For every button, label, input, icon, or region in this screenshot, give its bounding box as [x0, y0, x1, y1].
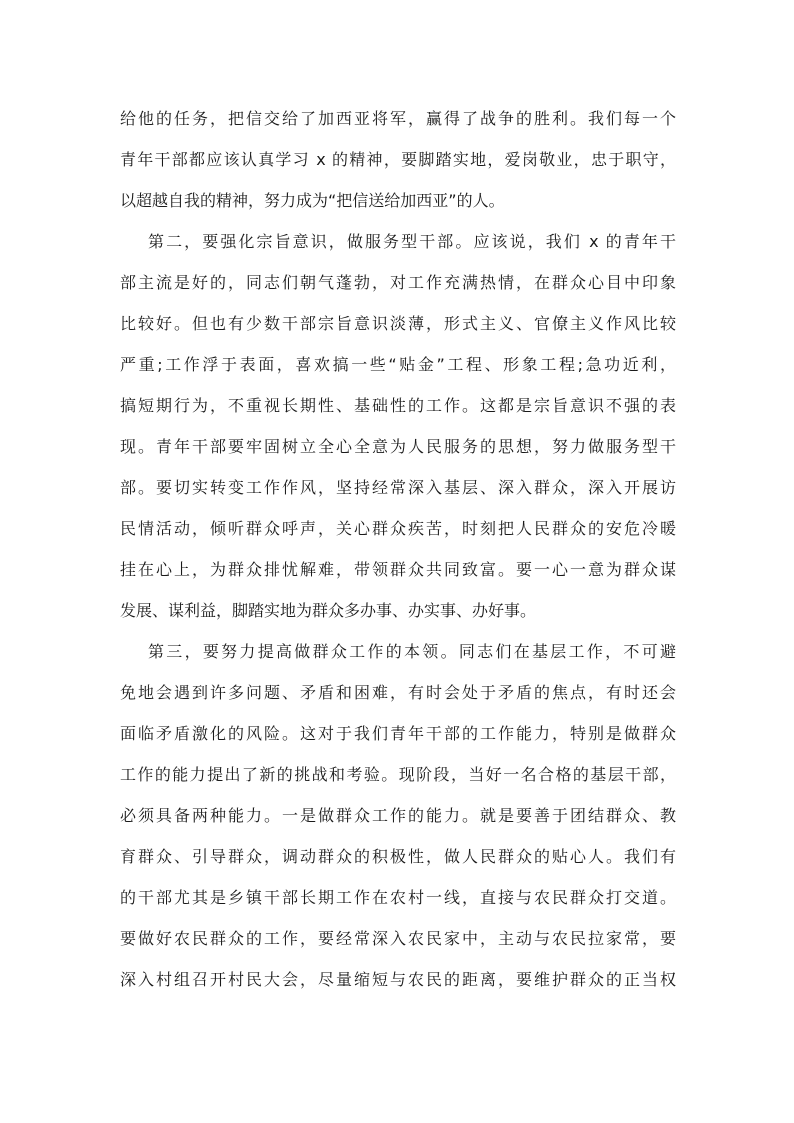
text-line: 面临矛盾激化的风险。这对于我们青年干部的工作能力，特别是做群众 [120, 724, 676, 743]
text-line: 给他的任务，把信交给了加西亚将军，赢得了战争的胜利。我们每一个 [120, 109, 676, 128]
text-line: 工作的能力提出了新的挑战和考验。现阶段，当好一名合格的基层干部， [120, 765, 676, 784]
text-line: 青年干部都应该认真学习 x 的精神，要脚踏实地，爱岗敬业，忠于职守， [120, 150, 676, 169]
paragraph-first-line: 第二，要强化宗旨意识，做服务型干部。应该说，我们 x 的青年干 [148, 232, 676, 251]
text-line: 比较好。但也有少数干部宗旨意识淡薄，形式主义、官僚主义作风比较 [120, 314, 676, 333]
text-line: 现。青年干部要牢固树立全心全意为人民服务的思想，努力做服务型干 [120, 437, 676, 456]
text-line: 搞短期行为，不重视长期性、基础性的工作。这都是宗旨意识不强的表 [120, 396, 676, 415]
text-line: 严重;工作浮于表面，喜欢搞一些“贴金”工程、形象工程;急功近利， [120, 355, 676, 374]
text-line: 深入村组召开村民大会，尽量缩短与农民的距离，要维护群众的正当权 [120, 970, 676, 989]
text-line: 挂在心上，为群众排忧解难，带领群众共同致富。要一心一意为群众谋 [120, 560, 676, 579]
text-line: 发展、谋利益，脚踏实地为群众多办事、办实事、办好事。 [120, 601, 537, 620]
text-line: 以超越自我的精神，努力成为“把信送给加西亚”的人。 [120, 191, 505, 210]
text-line: 育群众、引导群众，调动群众的积极性，做人民群众的贴心人。我们有 [120, 847, 676, 866]
text-line: 必须具备两种能力。一是做群众工作的能力。就是要善于团结群众、教 [120, 806, 676, 825]
text-line: 要做好农民群众的工作，要经常深入农民家中，主动与农民拉家常，要 [120, 929, 676, 948]
text-line: 免地会遇到许多问题、矛盾和困难，有时会处于矛盾的焦点，有时还会 [120, 683, 676, 702]
text-line: 民情活动，倾听群众呼声，关心群众疾苦，时刻把人民群众的安危冷暖 [120, 519, 676, 538]
text-line: 部主流是好的，同志们朝气蓬勃，对工作充满热情，在群众心目中印象 [120, 273, 676, 292]
paragraph-first-line: 第三，要努力提高做群众工作的本领。同志们在基层工作，不可避 [148, 642, 676, 661]
text-line: 部。要切实转变工作作风，坚持经常深入基层、深入群众，深入开展访 [120, 478, 676, 497]
text-line: 的干部尤其是乡镇干部长期工作在农村一线，直接与农民群众打交道。 [120, 888, 676, 907]
